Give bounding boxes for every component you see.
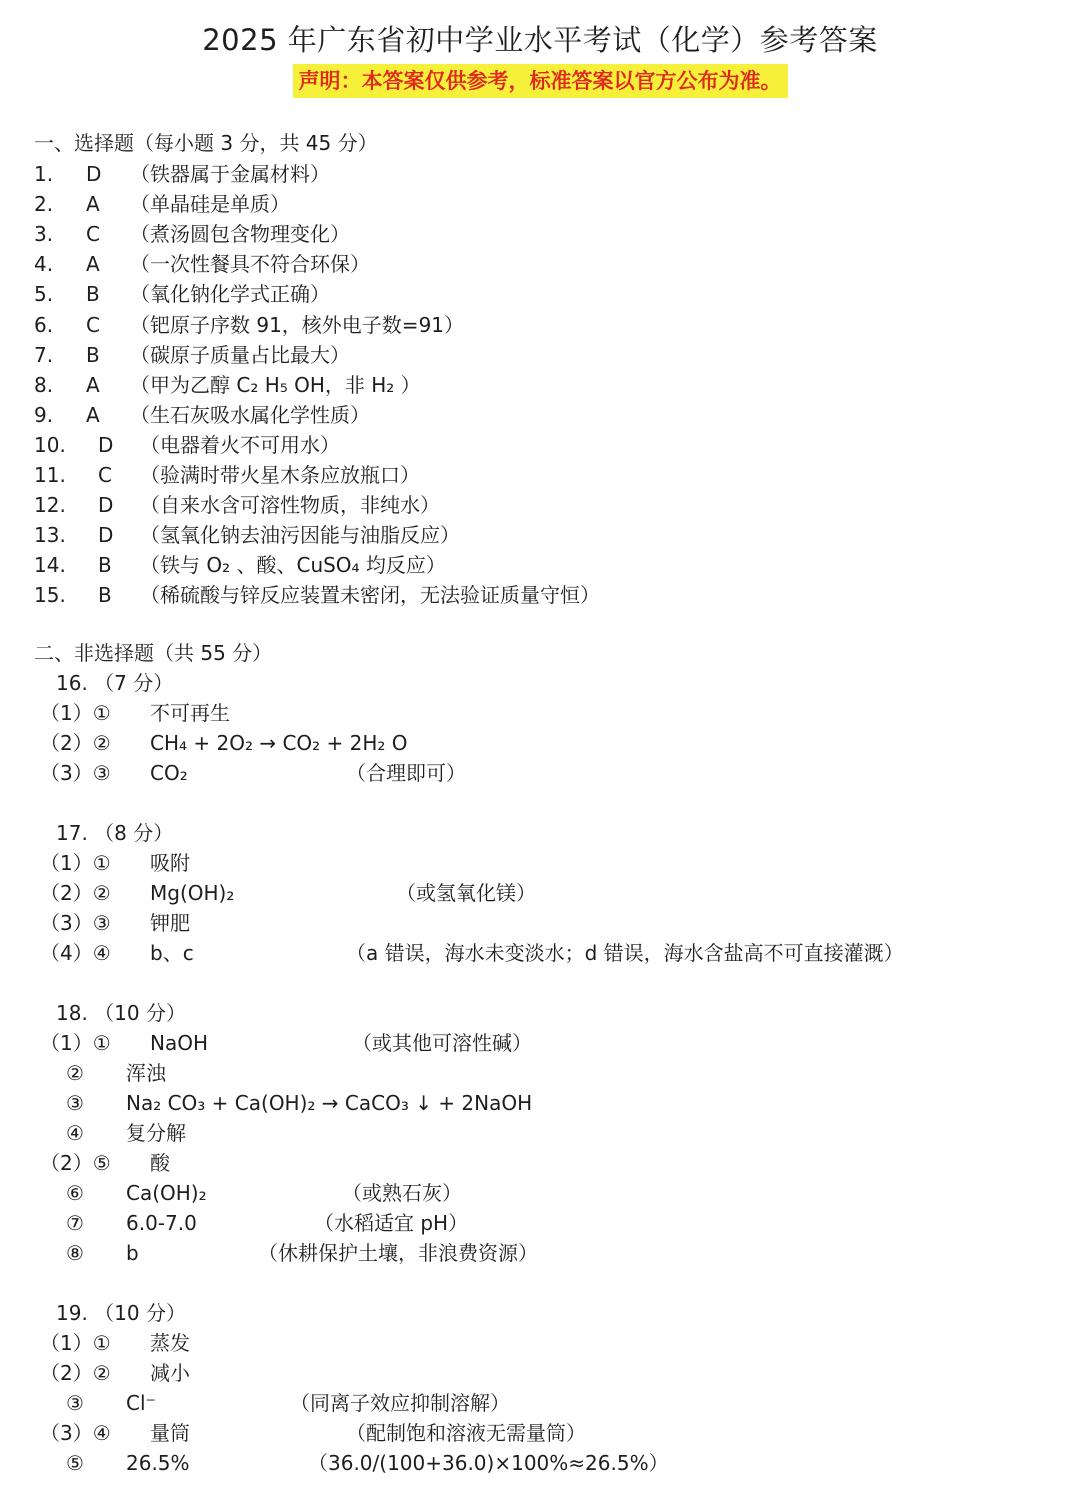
sub-answer-note: （配制饱和溶液无需量筒） [346, 1421, 586, 1445]
sub-answer-note: （休耕保护土壤，非浪费资源） [258, 1241, 538, 1265]
answer-letter: B [86, 282, 100, 307]
sub-question-label: （3）③ [40, 911, 111, 935]
sub-question-label: （2）② [40, 731, 111, 755]
sub-answer: 6.0-7.0 [126, 1211, 197, 1235]
answer-letter: A [86, 372, 100, 397]
sub-question-label: （2）② [40, 881, 111, 905]
sub-answer-note: （或氢氧化镁） [396, 881, 536, 905]
sub-answer: 酸 [150, 1151, 170, 1175]
answer-letter: A [86, 192, 100, 217]
answer-explanation: （碳原子质量占比最大） [130, 342, 350, 367]
sub-question-label: （1）① [40, 701, 111, 725]
sub-answer-note: （同离子效应抑制溶解） [290, 1391, 510, 1415]
question-number: 1. [34, 162, 54, 186]
section-heading-choice: 一、选择题（每小题 3 分，共 45 分） [34, 131, 378, 155]
sub-answer: Na₂ CO₃ + Ca(OH)₂ → CaCO₃ ↓ + 2NaOH [126, 1091, 533, 1115]
answer-letter: D [98, 493, 114, 518]
answer-explanation: （稀硫酸与锌反应装置未密闭，无法验证质量守恒） [140, 583, 600, 608]
sub-answer: Mg(OH)₂ [150, 881, 235, 905]
sub-answer: 蒸发 [150, 1331, 190, 1355]
question-number: 9. [34, 402, 54, 427]
answer-explanation: （氧化钠化学式正确） [130, 282, 330, 307]
question-number: 4. [34, 252, 54, 277]
question-number: 8. [34, 372, 54, 397]
answer-explanation: （电器着火不可用水） [140, 432, 340, 457]
answer-letter: B [98, 583, 112, 608]
answer-explanation: （生石灰吸水属化学性质） [130, 402, 370, 427]
sub-question-label: ④ [66, 1121, 84, 1145]
question-header-q18: 18. （10 分） [56, 1001, 186, 1025]
sub-answer: Ca(OH)₂ [126, 1181, 207, 1205]
question-number: 11. [34, 463, 66, 487]
question-header-q19: 19. （10 分） [56, 1301, 186, 1325]
sub-question-label: （4）④ [40, 941, 111, 965]
sub-question-label: ③ [66, 1091, 84, 1115]
page-title: 2025 年广东省初中学业水平考试（化学）参考答案 [202, 23, 878, 57]
sub-question-label: （1）① [40, 1331, 111, 1355]
answer-letter: D [98, 523, 114, 548]
sub-answer-note: （合理即可） [346, 761, 466, 785]
question-header-q17: 17. （8 分） [56, 821, 174, 845]
sub-answer: 复分解 [126, 1121, 186, 1145]
question-number: 14. [34, 553, 66, 578]
answer-explanation: （煮汤圆包含物理变化） [130, 222, 350, 247]
sub-question-label: ② [66, 1061, 84, 1085]
answer-letter: D [98, 432, 114, 457]
question-number: 7. [34, 342, 54, 367]
sub-answer-note: （36.0/(100+36.0)×100%≈26.5%） [308, 1451, 669, 1475]
sub-answer: 吸附 [150, 851, 190, 875]
answer-explanation: （铁与 O₂ 、酸、CuSO₄ 均反应） [140, 553, 446, 578]
question-header-q16: 16. （7 分） [56, 671, 174, 695]
answer-letter: B [98, 553, 112, 578]
answer-explanation: （铁器属于金属材料） [130, 162, 330, 186]
sub-answer-note: （水稻适宜 pH） [314, 1211, 469, 1235]
sub-answer: b、c [150, 941, 194, 965]
section-heading-nonchoice: 二、非选择题（共 55 分） [34, 641, 273, 665]
sub-answer: CH₄ + 2O₂ → CO₂ + 2H₂ O [150, 731, 408, 755]
sub-question-label: （1）① [40, 851, 111, 875]
question-number: 13. [34, 523, 66, 548]
question-number: 12. [34, 493, 66, 518]
sub-answer: 减小 [150, 1361, 190, 1385]
sub-answer: CO₂ [150, 761, 188, 785]
answer-letter: C [86, 312, 100, 337]
sub-answer: 量筒 [150, 1421, 190, 1445]
sub-question-label: （1）① [40, 1031, 111, 1055]
sub-answer: NaOH [150, 1031, 208, 1055]
answer-explanation: （氢氧化钠去油污因能与油脂反应） [140, 523, 460, 548]
sub-answer-note: （a 错误，海水未变淡水；d 错误，海水含盐高不可直接灌溉） [346, 941, 904, 965]
sub-question-label: （2）⑤ [40, 1151, 111, 1175]
question-number: 10. [34, 432, 66, 457]
sub-answer: 钾肥 [150, 911, 190, 935]
answer-letter: C [86, 222, 100, 247]
answer-explanation: （自来水含可溶性物质，非纯水） [140, 493, 440, 518]
question-number: 5. [34, 282, 54, 307]
sub-question-label: ⑧ [66, 1241, 84, 1265]
answer-explanation: （一次性餐具不符合环保） [130, 252, 370, 277]
question-number: 15. [34, 583, 66, 608]
sub-answer-note: （或熟石灰） [342, 1181, 462, 1205]
disclaimer-banner: 声明：本答案仅供参考，标准答案以官方公布为准。 [293, 64, 788, 98]
answer-letter: D [86, 162, 102, 186]
sub-answer: b [126, 1241, 139, 1265]
sub-question-label: ③ [66, 1391, 84, 1415]
sub-question-label: ⑦ [66, 1211, 84, 1235]
sub-question-label: （3）④ [40, 1421, 111, 1445]
sub-question-label: ⑥ [66, 1181, 84, 1205]
question-number: 6. [34, 312, 54, 337]
question-number: 3. [34, 222, 54, 247]
sub-answer: 浑浊 [126, 1061, 166, 1085]
sub-question-label: （3）③ [40, 761, 111, 785]
sub-answer: Cl⁻ [126, 1391, 157, 1415]
answer-letter: C [98, 463, 112, 487]
sub-question-label: ⑤ [66, 1451, 84, 1475]
answer-explanation: （甲为乙醇 C₂ H₅ OH，非 H₂ ） [130, 372, 421, 397]
answer-explanation: （钯原子序数 91，核外电子数=91） [130, 312, 465, 337]
sub-question-label: （2）② [40, 1361, 111, 1385]
answer-letter: B [86, 342, 100, 367]
sub-answer-note: （或其他可溶性碱） [352, 1031, 532, 1055]
sub-answer: 不可再生 [150, 701, 230, 725]
answer-letter: A [86, 402, 100, 427]
answer-explanation: （单晶硅是单质） [130, 192, 290, 217]
answer-letter: A [86, 252, 100, 277]
question-number: 2. [34, 192, 54, 217]
answer-explanation: （验满时带火星木条应放瓶口） [140, 463, 420, 487]
sub-answer: 26.5% [126, 1451, 190, 1475]
